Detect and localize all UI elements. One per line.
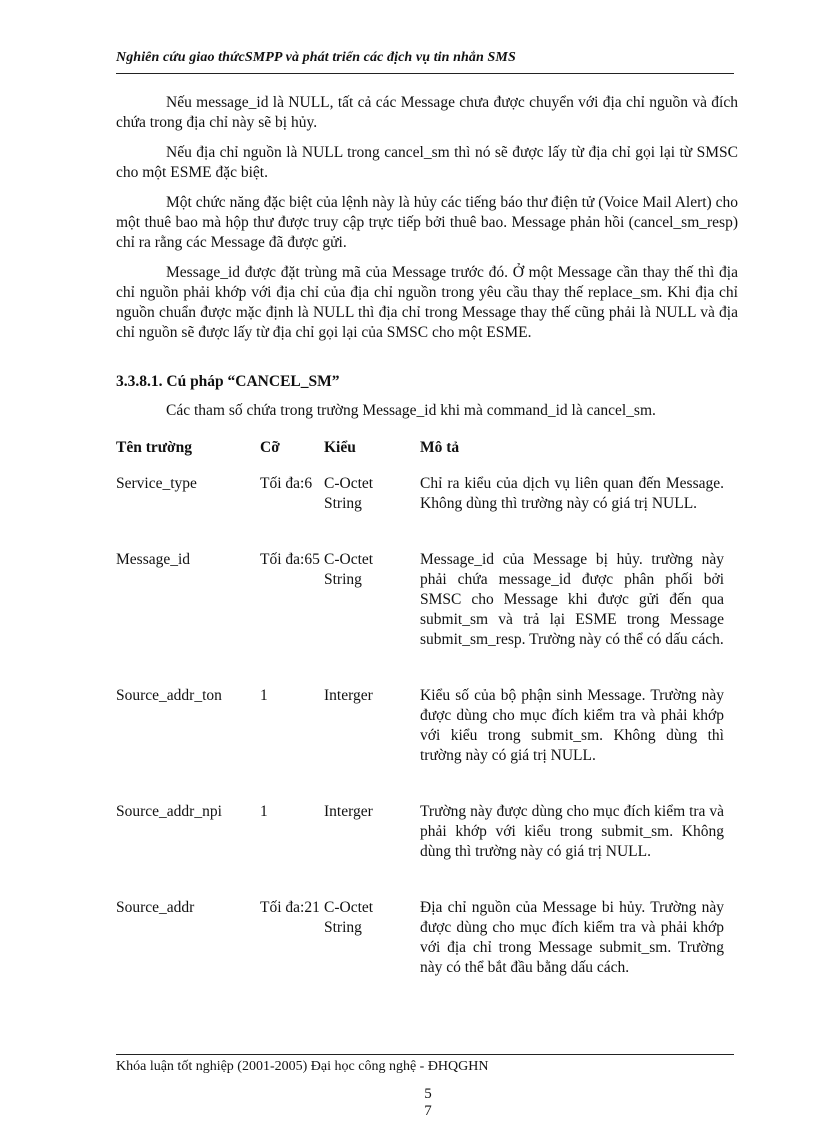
header-name: Tên trường (116, 439, 193, 456)
field-size: 1 (260, 687, 268, 704)
table-header-row (116, 438, 738, 474)
table-row (116, 802, 738, 898)
field-size: 1 (260, 803, 268, 820)
field-name: Source_addr_npi (116, 803, 222, 820)
running-footer: Khóa luận tốt nghiệp (2001-2005) Đại học công nghệ - ĐHQGHN (116, 1059, 489, 1074)
section-intro: Các tham số chứa trong trường Message_id khi mà command_id là cancel_sm. (166, 402, 656, 419)
table-row (116, 474, 738, 550)
field-desc: Trường này được dùng cho mục đích kiểm tra và phải khớp với kiểu trong submit_sm. Không dùng thì trường này có giá trị NULL. (420, 803, 724, 860)
header-rule (116, 73, 734, 74)
header-desc: Mô tả (420, 439, 460, 456)
field-type: Interger (324, 687, 373, 704)
field-desc: Chỉ ra kiểu của dịch vụ liên quan đến Message. Không dùng thì trường này có giá trị NULL. (420, 475, 724, 512)
body-text (116, 93, 738, 353)
table-row (116, 898, 738, 998)
table-row (116, 686, 738, 802)
header-size: Cỡ (260, 439, 280, 456)
field-type: Interger (324, 803, 373, 820)
field-desc: Địa chỉ nguồn của Message bi hủy. Trường này được dùng cho mục đích kiểm tra và phải khớp với địa chỉ trong Message submit_sm. Trường này có thể bắt đầu bằng dấu cách. (420, 899, 724, 976)
paragraph-1: Nếu message_id là NULL, tất cả các Message chưa được chuyển với địa chỉ nguồn và đích chứa trong địa chỉ này sẽ bị hủy. (116, 94, 738, 131)
section-title: 3.3.8.1. Cú pháp “CANCEL_SM” (116, 373, 340, 390)
header-type: Kiểu (324, 439, 356, 456)
field-type: C-Octet String (324, 899, 374, 936)
field-desc: Message_id của Message bị hủy. trường này phải chứa message_id được phân phối bởi SMSC cho Message khi được gửi đến qua submit_sm và trả lại ESME trong Message submit_sm_resp. Trường này có thể có dấu cách. (420, 551, 724, 648)
paragraph-2: Nếu địa chỉ nguồn là NULL trong cancel_sm thì nó sẽ được lấy từ địa chỉ gọi lại từ SMSC cho một ESME đặc biệt. (116, 144, 738, 181)
field-name: Message_id (116, 551, 191, 568)
paragraph-3: Một chức năng đặc biệt của lệnh này là hủy các tiếng báo thư điện tử (Voice Mail Alert) cho một thuê bao mà hộp thư được truy cập trực tiếp bởi thuê bao. Message phản hồi (cancel_sm_resp) chỉ ra rằng các Message đã được gửi. (116, 194, 738, 251)
field-type: C-Octet String (324, 551, 374, 588)
field-name: Service_type (116, 475, 197, 492)
field-desc: Kiểu số của bộ phận sinh Message. Trường này được dùng cho mục đích kiểm tra và phải khớp với kiểu trong submit_sm. Không dùng thì trường này có giá trị NULL. (420, 687, 724, 764)
field-size: Tối đa:6 (260, 475, 313, 492)
field-name: Source_addr_ton (116, 687, 222, 704)
running-header: Nghiên cứu giao thứcSMPP và phát triển các địch vụ tin nhắn SMS (116, 50, 516, 65)
paragraph-4: Message_id được đặt trùng mã của Message trước đó. Ở một Message cần thay thế thì địa chỉ nguồn phải khớp với địa chỉ của địa chỉ nguồn trong yêu cầu thay thế replace_sm. Khi địa chỉ nguồn chuẩn được mặc định là NULL thì địa chỉ trong Message thay thế cũng phải là NULL và địa chỉ nguồn sẽ được lấy từ địa chỉ gọi lại của SMSC cho một ESME. (116, 264, 738, 341)
field-size: Tối đa:65 (260, 551, 320, 568)
parameter-table (116, 438, 738, 998)
page-number: 5 7 (424, 1086, 432, 1119)
footer-rule (116, 1054, 734, 1055)
field-type: C-Octet String (324, 475, 374, 512)
table-row (116, 550, 738, 686)
field-name: Source_addr (116, 899, 195, 916)
field-size: Tối đa:21 (260, 899, 320, 916)
